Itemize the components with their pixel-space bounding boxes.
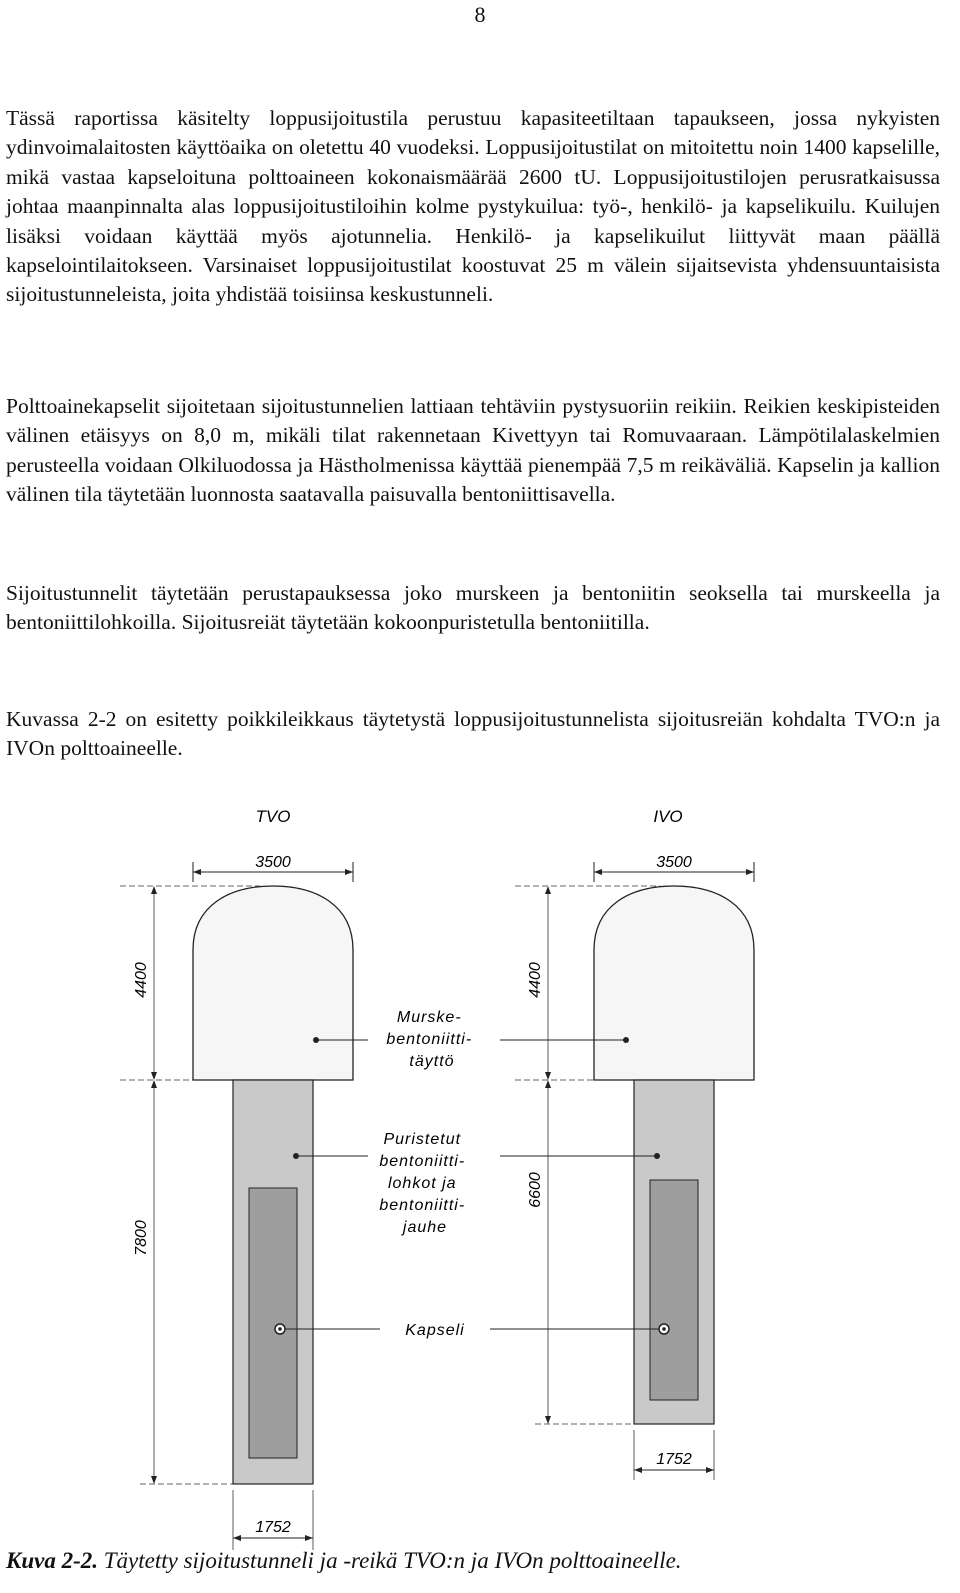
- tvo-width-label: 3500: [255, 854, 291, 871]
- tvo-title: TVO: [255, 807, 291, 826]
- page-number: 8: [474, 2, 486, 27]
- tvo-capsule: [249, 1188, 297, 1458]
- ivo-tunnel: [594, 886, 754, 1080]
- tvo-hole-depth-label: 7800: [133, 1220, 150, 1256]
- tvo-hole-width-label: 1752: [255, 1519, 291, 1536]
- figure-caption: [6, 1548, 682, 1574]
- ivo-tunnel-height-label: 4400: [527, 962, 544, 998]
- tvo-tunnel-height-label: 4400: [133, 962, 150, 998]
- caption-text: Täytetty sijoitustunneli ja -reikä TVO:n ja IVOn polttoaineelle.: [103, 1548, 682, 1573]
- paragraph-2: Polttoainekapselit sijoitetaan sijoitustunnelien lattiaan tehtäviin pystysuoriin reikiin. Reikien keskipisteiden välinen etäisyys on 8,0 m, mikäli tilat rakennetaan Kivettyyn tai Romuvaaraan. Lämpötilalaskelmien perusteella voidaan Olkiluodossa ja Hästholmenissa käyttää pienempää 7,5 m reikäväliä. Kapselin ja kallion välinen tila täytetään luonnosta saatavalla paisuvalla bentoniittisavella.: [6, 394, 940, 507]
- tvo-tunnel: [193, 886, 353, 1080]
- ivo-section: [515, 854, 754, 1480]
- paragraph-4: Kuvassa 2-2 on esitetty poikkileikkaus täytetystä loppusijoitustunnelista sijoitusreiän kohdalta TVO:n ja IVOn polttoaineelle.: [6, 707, 940, 761]
- tvo-section: [120, 854, 353, 1550]
- paragraph-3: Sijoitustunnelit täytetään perustapauksessa joko murskeen ja bentoniitin seoksella tai murskeella ja bentoniittilohkoilla. Sijoitusreiät täytetään kokoonpuristetulla bentoniitilla.: [6, 581, 940, 635]
- ivo-hole-width-label: 1752: [656, 1451, 692, 1468]
- cross-section-figure: [0, 790, 960, 1550]
- ivo-width-label: 3500: [656, 854, 692, 871]
- ivo-hole-depth-label: 6600: [527, 1172, 544, 1208]
- caption-label: Kuva 2-2.: [6, 1548, 98, 1573]
- label-capsule: Kapseli: [405, 1322, 465, 1339]
- ivo-capsule: [650, 1180, 698, 1400]
- ivo-title: IVO: [653, 807, 683, 826]
- label-hole-fill: Puristetut bentoniitti- lohkot ja bentoniitti- jauhe: [379, 1131, 466, 1236]
- paragraph-1: Tässä raportissa käsitelty loppusijoitustila perustuu kapasiteetiltaan tapaukseen, jossa nykyisten ydinvoimalaitosten käyttöaika on oletettu 40 vuodeksi. Loppusijoitustilat on mitoitettu noin 1400 kapselille, mikä vastaa kapseloituna polttoaineen kokonaismäärää 2600 tU. Loppusijoitustilojen perusratkaisussa johtaa maanpinnalta alas loppusijoitustiloihin kolme pystykuilua: työ-, henkilö- ja kapselikuilu. Kuilujen lisäksi voidaan käyttää myös ajotunnelia. Henkilö- ja kapselikuilut liittyvät maan päällä kapselointilaitokseen. Varsinaiset loppusijoitustilat koostuvat 25 m välein sijaitsevista yhdensuuntaisista sijoitustunneleista, joita yhdistää toisiinsa keskustunneli.: [6, 106, 940, 307]
- label-tunnel-fill: Murske- bentoniitti- täyttö: [386, 1009, 473, 1070]
